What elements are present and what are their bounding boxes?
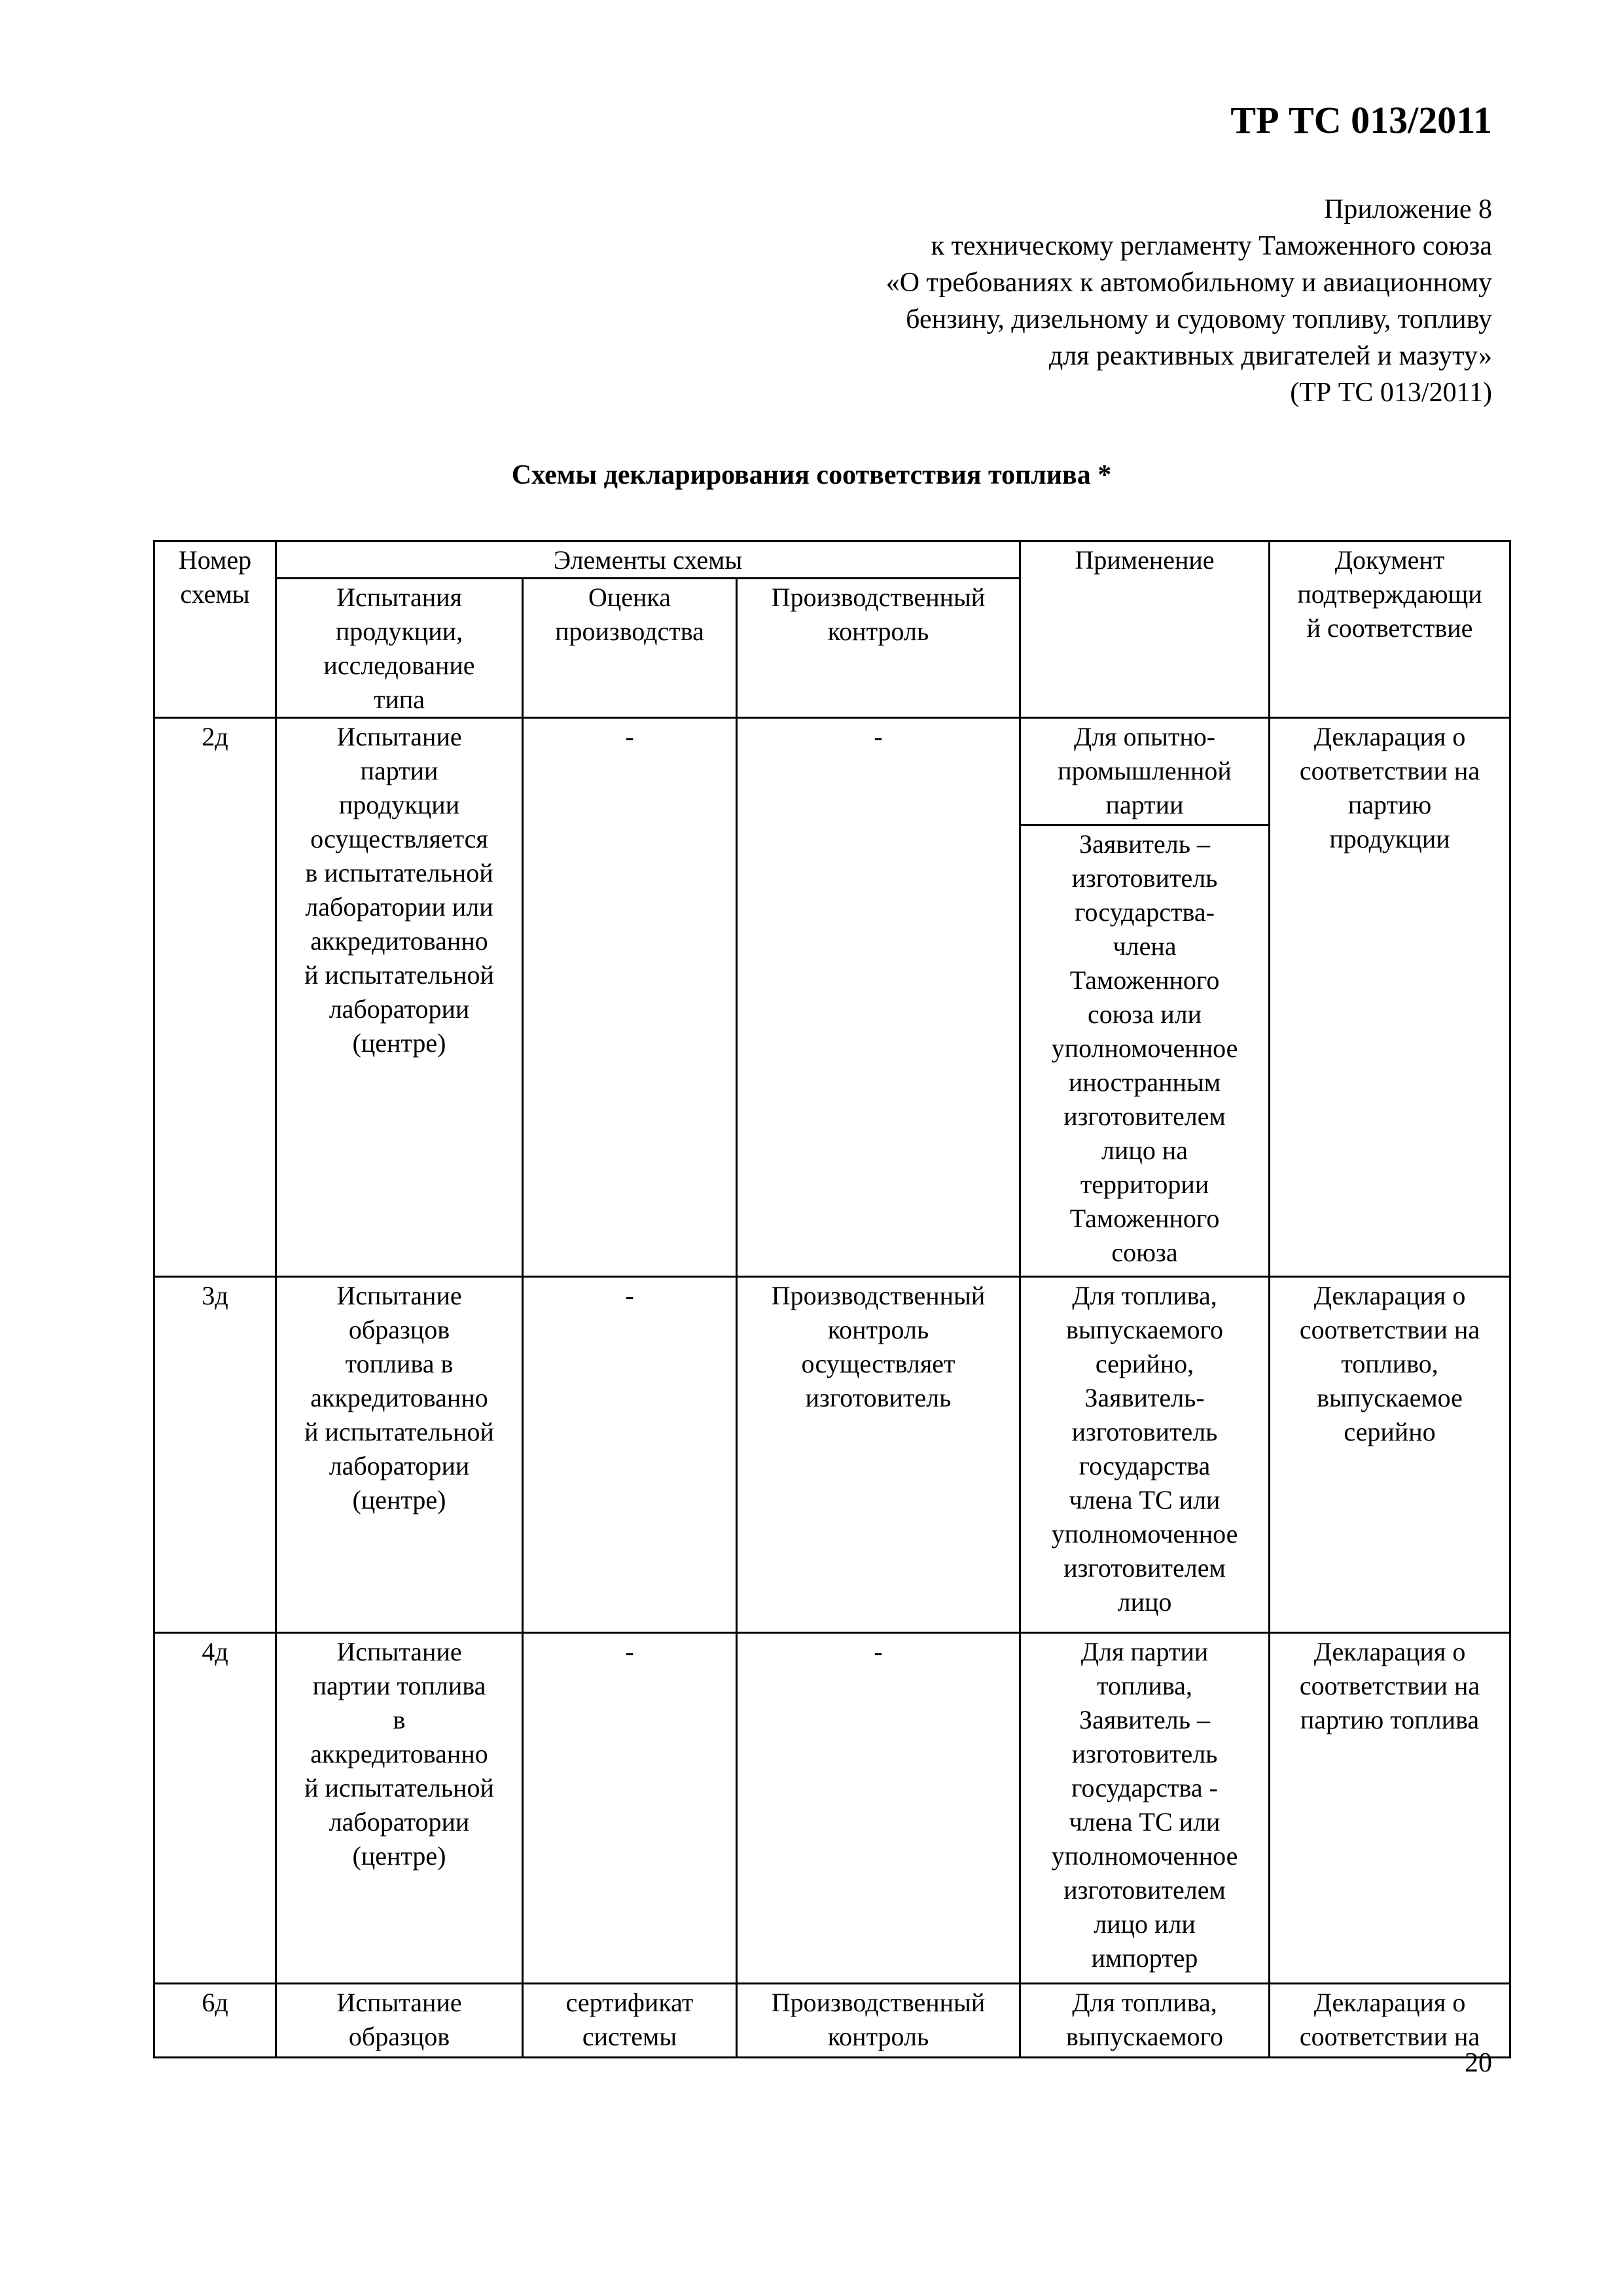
cell-application: Заявитель – изготовитель государства- члена Таможенного союза или уполномоченное иностранным изготовителем лицо на территории Таможенного союза xyxy=(1020,825,1270,1277)
annex-line: бензину, дизельному и судовому топливу, топливу xyxy=(906,304,1492,334)
cell-control: - xyxy=(737,1633,1020,1984)
annex-line: «О требованиях к автомобильному и авиационному xyxy=(885,268,1492,298)
cell-document: Декларация о соответствии на топливо, выпускаемое серийно xyxy=(1270,1277,1510,1633)
cell-application: Для топлива, выпускаемого серийно, Заявитель- изготовитель государства члена ТС или уполномоченное изготовителем лицо xyxy=(1020,1277,1270,1633)
table-row xyxy=(154,718,1510,825)
header-production-assessment: Оценка производства xyxy=(523,579,737,718)
cell-control: - xyxy=(737,718,1020,1277)
document-title: Схемы декларирования соответствия топлива * xyxy=(511,460,1112,490)
cell-document: Декларация о соответствии на партию топлива xyxy=(1270,1633,1510,1984)
cell-testing: Испытание партии топлива в аккредитованно й испытательной лаборатории (центре) xyxy=(276,1633,523,1984)
annex-line: (ТР ТС 013/2011) xyxy=(1290,378,1492,408)
cell-document: Декларация о соответствии на xyxy=(1270,1984,1510,2058)
cell-assessment: - xyxy=(523,1277,737,1633)
cell-document: Декларация о соответствии на партию продукции xyxy=(1270,718,1510,1277)
cell-scheme-number: 4д xyxy=(154,1633,276,1984)
header-scheme-elements: Элементы схемы xyxy=(276,541,1020,579)
cell-control: Производственный контроль осуществляет изготовитель xyxy=(737,1277,1020,1633)
cell-assessment: - xyxy=(523,1633,737,1984)
cell-scheme-number: 6д xyxy=(154,1984,276,2058)
table-row xyxy=(154,1277,1510,1633)
table-row xyxy=(154,1984,1510,2058)
annex-line: для реактивных двигателей и мазуту» xyxy=(1048,341,1492,371)
cell-assessment: - xyxy=(523,718,737,1277)
header-production-control: Производственный контроль xyxy=(737,579,1020,718)
annex-line: Приложение 8 xyxy=(1324,194,1492,224)
header-confirming-document: Документ подтверждающи й соответствие xyxy=(1270,541,1510,718)
header-product-testing: Испытания продукции, исследование типа xyxy=(276,579,523,718)
cell-application: Для партии топлива, Заявитель – изготовитель государства - члена ТС или уполномоченное изготовителем лицо или импортер xyxy=(1020,1633,1270,1984)
table-header-row xyxy=(154,541,1510,579)
cell-application: Для топлива, выпускаемого xyxy=(1020,1984,1270,2058)
header-scheme-number: Номер схемы xyxy=(154,541,276,718)
cell-testing: Испытание партии продукции осуществляется в испытательной лаборатории или аккредитованно й испытательной лаборатории (центре) xyxy=(276,718,523,1277)
cell-scheme-number: 2д xyxy=(154,718,276,1277)
table-row xyxy=(154,1633,1510,1984)
document-code: ТР ТС 013/2011 xyxy=(1230,99,1492,141)
page-number: 20 xyxy=(1465,2048,1492,2078)
annex-line: к техническому регламенту Таможенного союза xyxy=(931,231,1492,261)
cell-testing: Испытание образцов топлива в аккредитованно й испытательной лаборатории (центре) xyxy=(276,1277,523,1633)
cell-assessment: сертификат системы xyxy=(523,1984,737,2058)
cell-scheme-number: 3д xyxy=(154,1277,276,1633)
cell-application: Для опытно- промышленной партии xyxy=(1020,718,1270,825)
schemes-table xyxy=(153,540,1511,2058)
cell-control: Производственный контроль xyxy=(737,1984,1020,2058)
cell-testing: Испытание образцов xyxy=(276,1984,523,2058)
annex-heading xyxy=(641,191,1492,411)
header-application: Применение xyxy=(1020,541,1270,718)
